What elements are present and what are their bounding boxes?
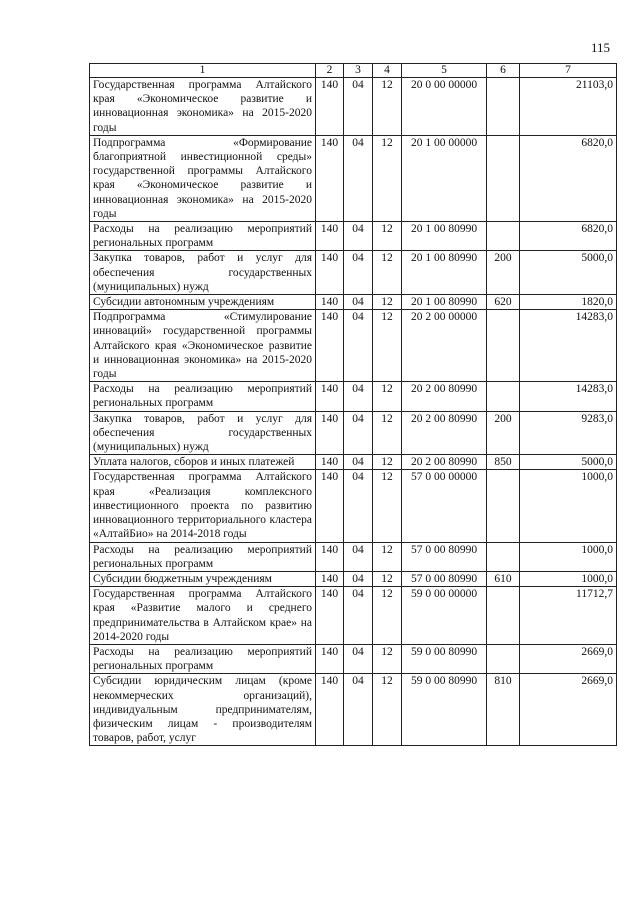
cell-col-3: 04: [344, 644, 373, 673]
cell-col-6: [487, 78, 520, 136]
row-name-cell: Расходы на реализацию мероприятий региональных программ: [90, 644, 316, 673]
row-name-cell: Расходы на реализацию мероприятий региональных программ: [90, 382, 316, 411]
row-name-cell: Субсидии автономным учреждениям: [90, 295, 316, 310]
table-row: [90, 382, 617, 411]
cell-col-5: 57 0 00 80990: [402, 542, 487, 571]
cell-col-2: 140: [316, 382, 344, 411]
cell-col-3: 04: [344, 78, 373, 136]
column-header: 4: [373, 64, 402, 78]
table-header-row: [90, 64, 617, 78]
cell-col-3: 04: [344, 135, 373, 221]
cell-col-6: 200: [487, 251, 520, 295]
cell-col-5: 59 0 00 80990: [402, 644, 487, 673]
column-header: 2: [316, 64, 344, 78]
table-row: [90, 455, 617, 470]
table-row: [90, 310, 617, 382]
row-name-cell: Закупка товаров, работ и услуг для обеспечения государственных (муниципальных) нужд: [90, 251, 316, 295]
cell-col-3: 04: [344, 674, 373, 746]
cell-col-7: 1000,0: [520, 571, 617, 586]
row-name-cell: Субсидии бюджетным учреждениям: [90, 571, 316, 586]
cell-col-3: 04: [344, 295, 373, 310]
cell-col-7: 2669,0: [520, 674, 617, 746]
cell-col-2: 140: [316, 674, 344, 746]
cell-col-6: [487, 135, 520, 221]
table-row: [90, 411, 617, 455]
cell-col-3: 04: [344, 411, 373, 455]
cell-col-5: 59 0 00 00000: [402, 587, 487, 645]
cell-col-4: 12: [373, 674, 402, 746]
row-name-cell: Закупка товаров, работ и услуг для обеспечения государственных (муниципальных) нужд: [90, 411, 316, 455]
cell-col-5: 20 1 00 80990: [402, 251, 487, 295]
cell-col-2: 140: [316, 587, 344, 645]
cell-col-7: 1820,0: [520, 295, 617, 310]
cell-col-5: 20 2 00 80990: [402, 411, 487, 455]
cell-col-5: 57 0 00 00000: [402, 470, 487, 542]
cell-col-6: [487, 382, 520, 411]
table-body: [90, 78, 617, 746]
column-header: 5: [402, 64, 487, 78]
cell-col-2: 140: [316, 571, 344, 586]
cell-col-2: 140: [316, 644, 344, 673]
table-row: [90, 644, 617, 673]
cell-col-6: [487, 310, 520, 382]
cell-col-3: 04: [344, 587, 373, 645]
table-row: [90, 587, 617, 645]
cell-col-5: 20 1 00 00000: [402, 135, 487, 221]
cell-col-7: 6820,0: [520, 135, 617, 221]
cell-col-4: 12: [373, 455, 402, 470]
cell-col-4: 12: [373, 470, 402, 542]
table-row: [90, 674, 617, 746]
cell-col-2: 140: [316, 135, 344, 221]
cell-col-2: 140: [316, 295, 344, 310]
cell-col-3: 04: [344, 310, 373, 382]
cell-col-2: 140: [316, 455, 344, 470]
cell-col-5: 59 0 00 80990: [402, 674, 487, 746]
cell-col-4: 12: [373, 382, 402, 411]
cell-col-3: 04: [344, 571, 373, 586]
cell-col-6: [487, 644, 520, 673]
cell-col-7: 5000,0: [520, 251, 617, 295]
cell-col-7: 14283,0: [520, 382, 617, 411]
cell-col-4: 12: [373, 78, 402, 136]
cell-col-2: 140: [316, 78, 344, 136]
cell-col-5: 57 0 00 80990: [402, 571, 487, 586]
table-row: [90, 542, 617, 571]
cell-col-7: 21103,0: [520, 78, 617, 136]
cell-col-7: 1000,0: [520, 470, 617, 542]
cell-col-2: 140: [316, 251, 344, 295]
cell-col-6: [487, 542, 520, 571]
row-name-cell: Государственная программа Алтайского края «Экономическое развитие и инновационная экономика» на 2015-2020 годы: [90, 78, 316, 136]
cell-col-7: 5000,0: [520, 455, 617, 470]
cell-col-3: 04: [344, 382, 373, 411]
cell-col-6: [487, 222, 520, 251]
cell-col-4: 12: [373, 571, 402, 586]
cell-col-4: 12: [373, 222, 402, 251]
cell-col-3: 04: [344, 222, 373, 251]
page-number: 115: [590, 40, 610, 55]
row-name-cell: Расходы на реализацию мероприятий региональных программ: [90, 542, 316, 571]
cell-col-7: 14283,0: [520, 310, 617, 382]
cell-col-2: 140: [316, 542, 344, 571]
cell-col-3: 04: [344, 470, 373, 542]
cell-col-4: 12: [373, 295, 402, 310]
table-row: [90, 295, 617, 310]
cell-col-6: [487, 470, 520, 542]
cell-col-4: 12: [373, 542, 402, 571]
cell-col-5: 20 0 00 00000: [402, 78, 487, 136]
table-row: [90, 251, 617, 295]
table-row: [90, 78, 617, 136]
table-row: [90, 135, 617, 221]
cell-col-7: 1000,0: [520, 542, 617, 571]
cell-col-4: 12: [373, 644, 402, 673]
cell-col-6: [487, 587, 520, 645]
cell-col-4: 12: [373, 251, 402, 295]
row-name-cell: Государственная программа Алтайского края «Развитие малого и среднего предпринимательства в Алтайском крае» на 2014-2020 годы: [90, 587, 316, 645]
cell-col-6: 810: [487, 674, 520, 746]
cell-col-7: 2669,0: [520, 644, 617, 673]
row-name-cell: Уплата налогов, сборов и иных платежей: [90, 455, 316, 470]
column-header: 1: [90, 64, 316, 78]
cell-col-5: 20 2 00 00000: [402, 310, 487, 382]
column-header: 6: [487, 64, 520, 78]
cell-col-3: 04: [344, 251, 373, 295]
budget-table: [89, 63, 617, 746]
cell-col-7: 9283,0: [520, 411, 617, 455]
row-name-cell: Подпрограмма «Стимулирование инноваций» государственной программы Алтайского края «Экономическое развитие и инновационная экономика» на 2015-2020 годы: [90, 310, 316, 382]
cell-col-7: 6820,0: [520, 222, 617, 251]
column-header: 3: [344, 64, 373, 78]
table-row: [90, 470, 617, 542]
cell-col-3: 04: [344, 542, 373, 571]
cell-col-6: 610: [487, 571, 520, 586]
table-row: [90, 571, 617, 586]
cell-col-4: 12: [373, 411, 402, 455]
cell-col-2: 140: [316, 310, 344, 382]
cell-col-2: 140: [316, 222, 344, 251]
cell-col-2: 140: [316, 470, 344, 542]
cell-col-6: 850: [487, 455, 520, 470]
cell-col-3: 04: [344, 455, 373, 470]
cell-col-6: 200: [487, 411, 520, 455]
row-name-cell: Государственная программа Алтайского края «Реализация комплексного инвестиционного проекта по развитию инновационного территориального кластера «АлтайБио» на 2014-2018 годы: [90, 470, 316, 542]
cell-col-7: 11712,7: [520, 587, 617, 645]
cell-col-5: 20 2 00 80990: [402, 382, 487, 411]
row-name-cell: Подпрограмма «Формирование благоприятной инвестиционной среды» государственной программы Алтайского края «Экономическое развитие и инновационная экономика» на 2015-2020 годы: [90, 135, 316, 221]
cell-col-4: 12: [373, 310, 402, 382]
cell-col-5: 20 1 00 80990: [402, 295, 487, 310]
column-header: 7: [520, 64, 617, 78]
cell-col-6: 620: [487, 295, 520, 310]
row-name-cell: Субсидии юридическим лицам (кроме некоммерческих организаций), индивидуальным предпринимателям, физическим лицам - производителям товаров, работ, услуг: [90, 674, 316, 746]
cell-col-5: 20 2 00 80990: [402, 455, 487, 470]
cell-col-5: 20 1 00 80990: [402, 222, 487, 251]
cell-col-2: 140: [316, 411, 344, 455]
row-name-cell: Расходы на реализацию мероприятий региональных программ: [90, 222, 316, 251]
cell-col-4: 12: [373, 587, 402, 645]
cell-col-4: 12: [373, 135, 402, 221]
table-row: [90, 222, 617, 251]
